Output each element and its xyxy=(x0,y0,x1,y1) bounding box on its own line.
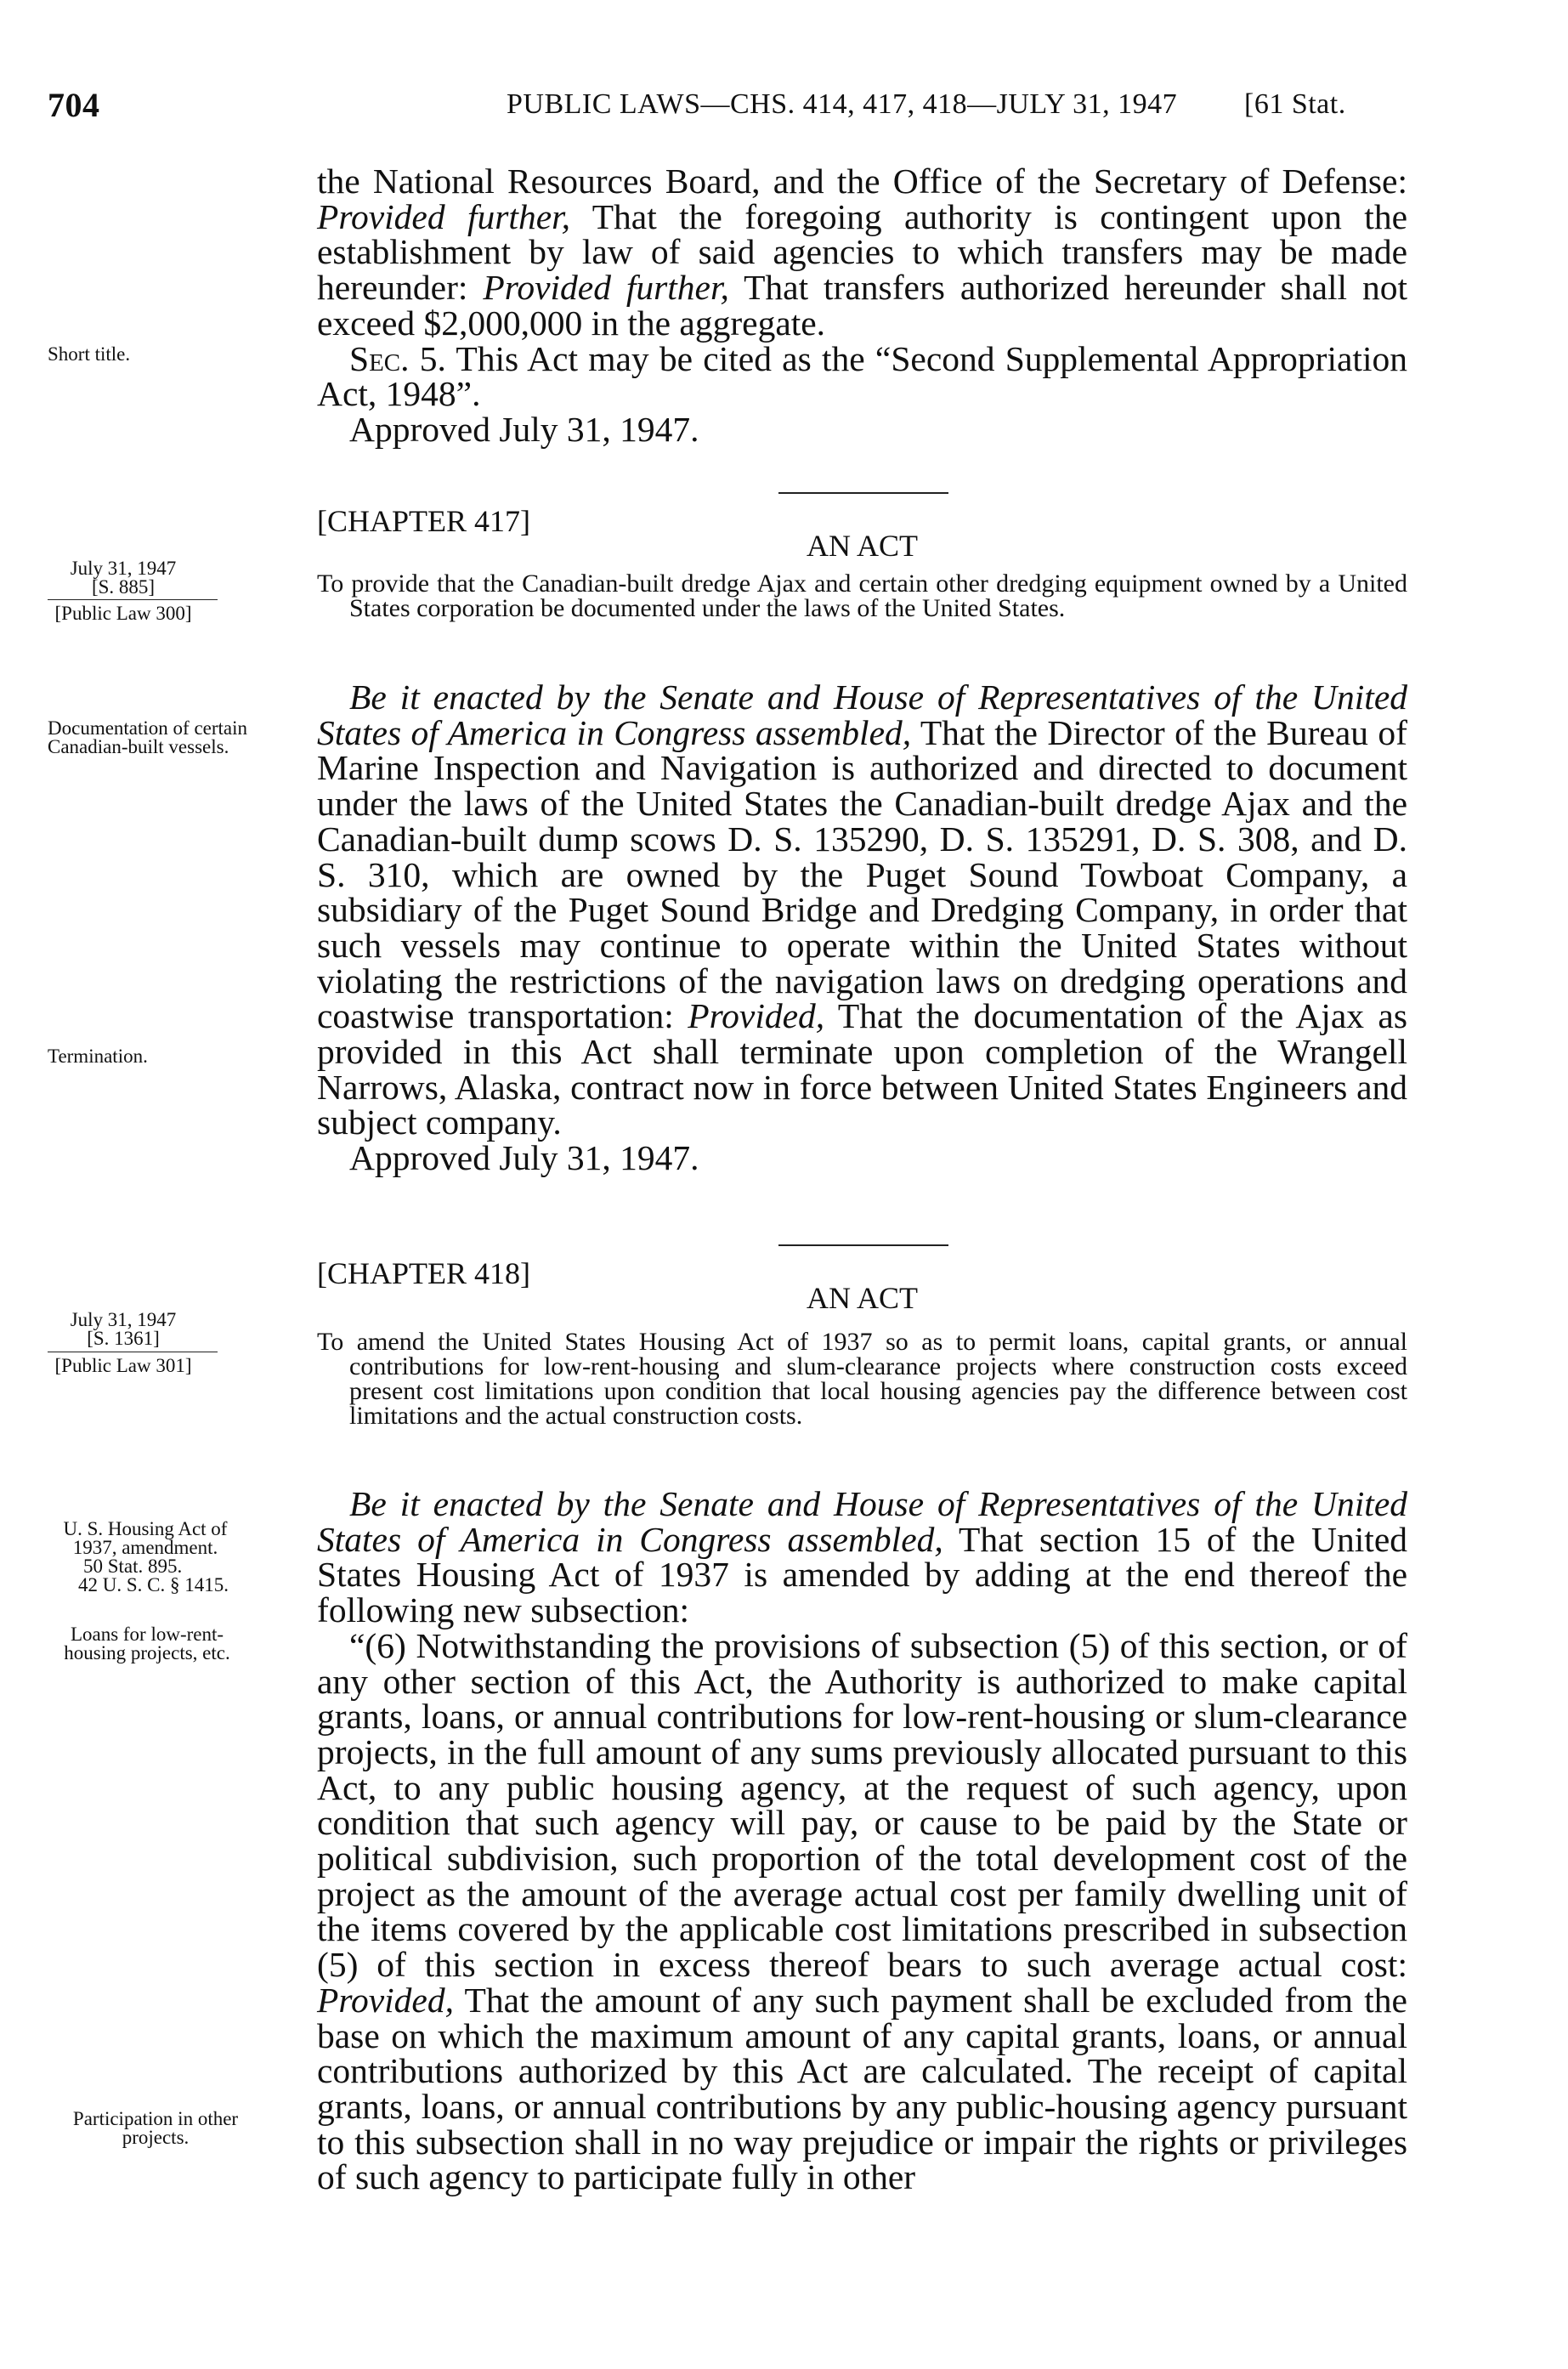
margin-note-ch418-date: July 31, 1947 xyxy=(70,1309,177,1330)
subsection-6: “(6) Notwithstanding the provisions of subsection (5) of this section, or of any other section of this Act, the Authority is authorized to make capital grants, loans, or annual contributions for low-rent-housing or slum-clearance projects, in the full amount of any sums previously allocated pursuant to this Act, to any public housing agency, at the request of such agency, upon condition that such agency will pay, or cause to be paid by the State or political subdivision, such proportion of the total development cost of the project as the amount of the average actual cost per family dwelling unit of the items covered by the applicable cost limitations prescribed in subsection (5) of this section in excess thereof bears to such average actual cost: Provided, That the amount of any such payment shall be excluded from the base on which the maximum amount of any capital grants, loans, or annual contributions authorized by this Act are calculated. The receipt of capital grants, loans, or annual contributions by any public-housing agency pursuant to this subsection shall in no way prejudice or impair the rights or privileges of such agency to participate fully in other xyxy=(317,1625,1407,2197)
margin-note-ch417-bill: [S. 885] xyxy=(91,576,156,598)
chapter-417-enactment: Be it enacted by the Senate and House of Representatives of the United States of America in Congress assembled, That the Director of the Bureau of Marine Inspection and Navigation is authorized and directed to document under the laws of the United States the Canadian-built dredge Ajax and the Canadian-built dump scows D. S. 135290, D. S. 135291, D. S. 308, and D. S. 310, which are owned by the Puget Sound Towboat Company, a subsidiary of the Puget Sound Bridge and Dredging Company, in order that such vessels may continue to operate within the United States without violating the restrictions of the navigation laws on dredging operations and coastwise transportation: Provided, That the documentation of the Ajax as provided in this Act shall terminate upon completion of the Wrangell Narrows, Alaska, contract now in force between United States Engineers and subject company. xyxy=(317,677,1407,1142)
proviso-italic: Provided further, xyxy=(317,196,571,236)
margin-note-short-title: Short title. xyxy=(48,343,131,365)
proviso-italic: Provided, xyxy=(317,1980,454,2020)
chapter-418-label: [CHAPTER 418] xyxy=(317,1256,530,1290)
chapter-418-act-heading: AN ACT xyxy=(806,1281,918,1315)
approval-line: Approved July 31, 1947. xyxy=(349,409,699,449)
enacting-clause: Be it enacted by the Senate and House of Representatives of the United States of America in Congress assembled, xyxy=(317,677,1407,752)
margin-note-stat-cite: 50 Stat. 895. xyxy=(83,1556,183,1577)
page-number: 704 xyxy=(48,86,100,124)
chapter-418-enactment: Be it enacted by the Senate and House of Representatives of the United States of America in Congress assembled, That section 15 of the United States Housing Act of 1937 is amended by adding at the end thereof the following new subsection: xyxy=(317,1484,1407,1630)
enacting-clause: Be it enacted by the Senate and House of Representatives of the United States of America in Congress assembled, xyxy=(317,1484,1407,1559)
chapter-417-body xyxy=(317,677,1407,1178)
margin-note-ch417-public-law: [Public Law 300] xyxy=(54,603,192,624)
margin-note-housing-act: U. S. Housing Act of 1937, amendment. xyxy=(63,1518,228,1558)
margin-note-documentation: Documentation of certain Canadian-built vessels. xyxy=(48,717,248,757)
volume-citation: [61 Stat. xyxy=(1244,88,1346,120)
proviso-italic: Provided, xyxy=(688,996,825,1036)
margin-note-participation: Participation in other projects. xyxy=(72,2108,239,2148)
margin-rule xyxy=(48,599,218,600)
divider-rule xyxy=(778,1244,948,1246)
section-5: Sec. 5. This Act may be cited as the “Second Supplemental Appropriation Act, 1948”. xyxy=(317,338,1407,414)
margin-note-ch417-date: July 31, 1947 xyxy=(70,558,177,579)
chapter-417-label: [CHAPTER 417] xyxy=(317,504,530,538)
margin-note-termination: Termination. xyxy=(48,1046,148,1067)
divider-rule xyxy=(778,492,948,494)
margin-note-ch418-public-law: [Public Law 301] xyxy=(54,1355,192,1376)
chapter-417-title: To provide that the Canadian-built dredge Ajax and certain other dredging equipment owned by a United States corporation be documented under the laws of the United States. xyxy=(317,570,1407,622)
margin-note-ch418-bill: [S. 1361] xyxy=(87,1328,160,1349)
continuation-section xyxy=(317,164,1407,448)
chapter-417-act-heading: AN ACT xyxy=(806,529,918,563)
chapter-418-title: To amend the United States Housing Act of 1937 so as to permit loans, capital grants, or annual contributions for low-rent-housing and slum-clearance projects where construction costs exceed present cost limitations upon condition that local housing agencies pay the difference between cost limitations and the actual construction costs. xyxy=(317,1328,1407,1430)
approval-line: Approved July 31, 1947. xyxy=(349,1138,699,1178)
margin-note-loans: Loans for low-rent-housing projects, etc. xyxy=(64,1624,230,1663)
running-title: PUBLIC LAWS—CHS. 414, 417, 418—JULY 31, 1947 xyxy=(507,88,1178,120)
chapter-418-body xyxy=(317,1484,1407,2197)
proviso-italic: Provided further, xyxy=(483,268,729,308)
margin-note-usc-cite: 42 U. S. C. § 1415. xyxy=(78,1574,229,1595)
continuation-paragraph: the National Resources Board, and the Office of the Secretary of Defense: Provided further, That the foregoing authority is contingent upon the establishment by law of said agencies to which transfers may be made hereunder: Provided further, That transfers authorized hereunder shall not exceed $2,000,000 in the aggregate. xyxy=(317,162,1407,343)
section-label: Sec. 5. xyxy=(349,338,446,378)
